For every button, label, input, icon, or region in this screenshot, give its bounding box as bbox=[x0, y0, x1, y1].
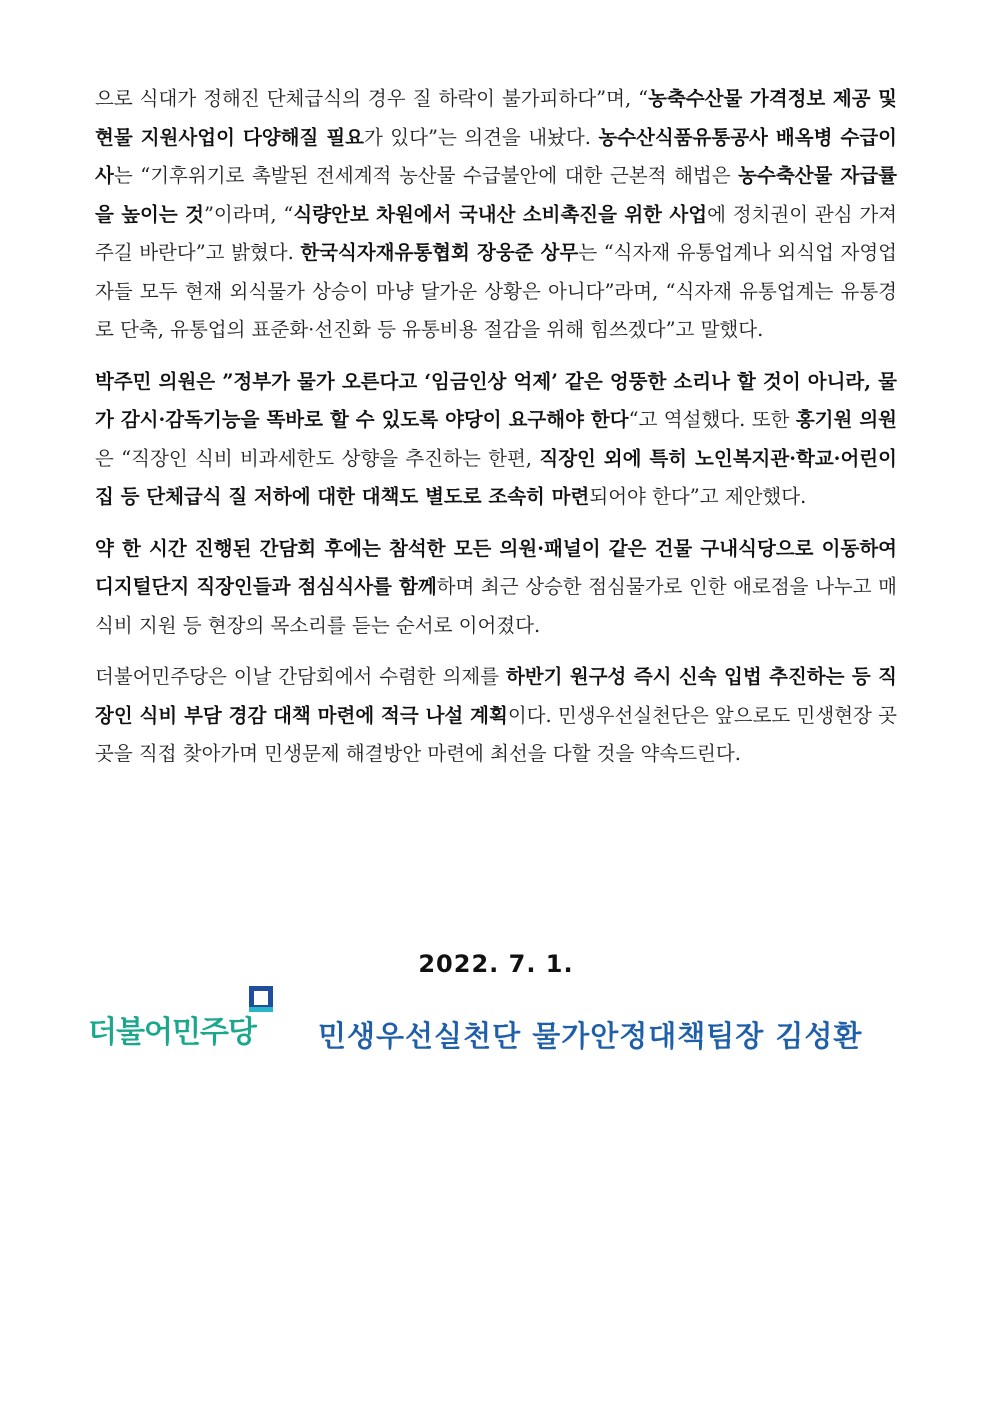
paragraph bbox=[95, 658, 897, 774]
bold-text-run: 하반기 원구성 즉시 신속 입법 추진하는 등 직장인 식비 부담 경감 대책 마련에 적극 나설 계획 bbox=[95, 665, 898, 727]
party-logo-icon bbox=[248, 985, 274, 1013]
bold-text-run: 직장인 외에 특히 노인복지관·학교·어린이집 등 단체급식 질 저하에 대한 대책도 별도로 조속히 마련 bbox=[95, 446, 897, 508]
text-run: 는 “식자재 유통업계나 외식업 자영업자들 모두 현재 외식물가 상승이 마냥 달가운 상황은 아니다”라며, “식자재 유통업계는 유통경로 단축, 유통업의 표준화·선진화 등 유통비용 절감을 위해 힘쓰겠다”고 말했다. bbox=[95, 241, 897, 341]
bold-text-run: 한국식자재유통협회 장웅준 상무 bbox=[300, 241, 579, 264]
bold-text-run: 농축수산물 가격정보 제공 및 현물 지원사업이 다양해질 필요 bbox=[95, 87, 897, 149]
bold-text-run: 농수축산물 자급률을 높이는 것 bbox=[95, 164, 897, 226]
bold-text-run: 식량안보 차원에서 국내산 소비촉진을 위한 사업 bbox=[293, 202, 708, 226]
party-logo bbox=[88, 985, 283, 1050]
signature-line: 민생우선실천단 물가안정대책팀장 김성환 bbox=[318, 1019, 863, 1053]
bold-text-run: 박주민 의원은 ”정부가 물가 오른다고 ‘임금인상 억제’ 같은 엉뚱한 소리나 할 것이 아니라, 물가 감시·감독기능을 똑바로 할 수 있도록 야당이 요구해야 한다 bbox=[95, 369, 897, 431]
text-run: ”이라며, “ bbox=[203, 202, 294, 226]
bold-text-run: 홍기원 의원 bbox=[795, 408, 897, 431]
text-run: 이다. 민생우선실천단은 앞으로도 민생현장 곳곳을 직접 찾아가며 민생문제 해결방안 마련에 최선을 다할 것을 약속드린다. bbox=[95, 703, 898, 765]
text-run: 에 정치권이 관심 가져주길 바란다”고 밝혔다. bbox=[95, 202, 897, 264]
text-run: 되어야 한다”고 제안했다. bbox=[589, 485, 807, 508]
text-run: 은 “직장인 식비 비과세한도 상향을 추진하는 한편, bbox=[95, 446, 540, 470]
body-text bbox=[95, 80, 897, 787]
text-run: 더불어민주당은 이날 간담회에서 수렴한 의제를 bbox=[95, 665, 506, 688]
bold-text-run: 농수산식품유통공사 배옥병 수급이사 bbox=[95, 125, 897, 187]
text-run: 으로 식대가 정해진 단체급식의 경우 질 하락이 불가피하다”며, “ bbox=[95, 87, 649, 110]
text-run: 가 있다”는 의견을 내놨다. bbox=[364, 125, 599, 149]
paragraph bbox=[95, 530, 897, 646]
text-run: “고 역설했다. 또한 bbox=[628, 408, 796, 431]
paragraph bbox=[95, 80, 897, 350]
text-run: 는 “기후위기로 촉발된 전세계적 농산물 수급불안에 대한 근본적 해법은 bbox=[113, 164, 739, 187]
text-run: 하며 최근 상승한 점심물가로 인한 애로점을 나누고 매식비 지원 등 현장의 목소리를 듣는 순서로 이어졌다. bbox=[95, 575, 897, 637]
bold-text-run: 약 한 시간 진행된 간담회 후에는 참석한 모든 의원·패널이 같은 건물 구내식당으로 이동하여 디지털단지 직장인들과 점심식사를 함께 bbox=[95, 536, 897, 598]
party-logo-text: 더불어민주당 bbox=[88, 1015, 256, 1050]
paragraph bbox=[95, 363, 897, 517]
document-date: 2022. 7. 1. bbox=[418, 950, 574, 978]
